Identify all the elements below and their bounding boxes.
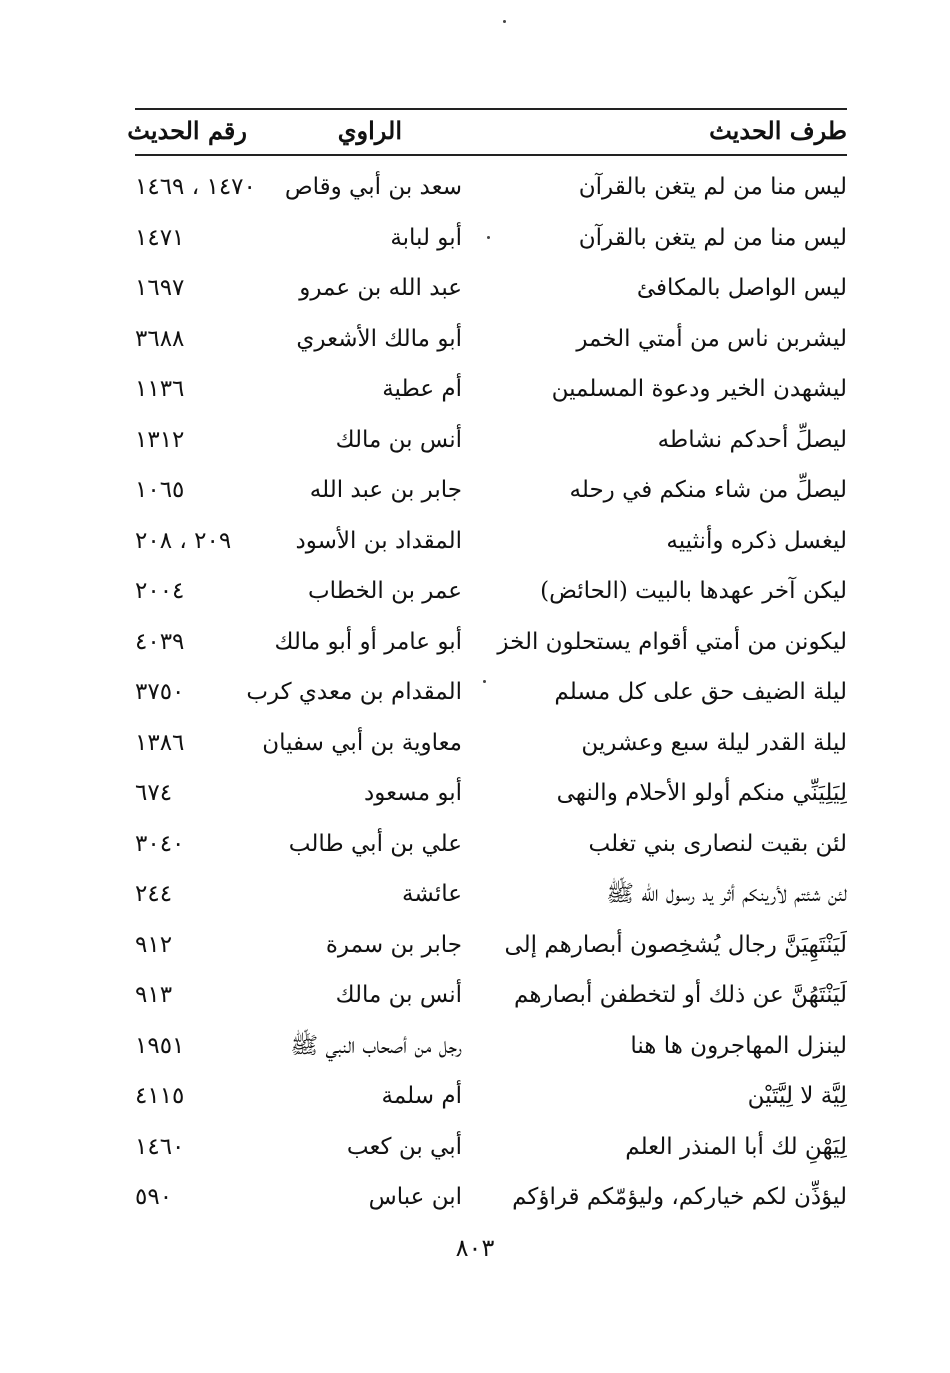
hadith-number: ٢٠٩ ، ٢٠٨: [135, 527, 232, 554]
table-row: [135, 566, 847, 617]
hadith-number: ٤٠٣٩: [135, 628, 185, 655]
table-row: [135, 314, 847, 365]
table-header: [127, 108, 847, 156]
page-number: ٨٠٣: [455, 1234, 495, 1262]
narrator-name: علي بن أبي طالب: [288, 830, 462, 857]
narrator-name: أبو مسعود: [363, 780, 462, 806]
hadith-number: ١١٣٦: [135, 376, 185, 402]
narrator-name: جابر بن سمرة: [325, 931, 462, 958]
hadith-number: ١٠٦٥: [135, 477, 185, 503]
table-row: [135, 415, 847, 466]
table-row: [135, 1172, 847, 1223]
hadith-number: ٥٩٠: [135, 1184, 173, 1210]
header-hadith: طرف الحديث: [709, 116, 847, 145]
hadith-text: لِيَهْنِ لك أبا المنذر العلم: [625, 1133, 847, 1160]
hadith-number: ٢٠٠٤: [135, 578, 185, 604]
table-row: [135, 869, 847, 920]
table-row: [135, 465, 847, 516]
narrator-name: سعد بن أبي وقاص: [284, 174, 462, 200]
narrator-name: أنس بن مالك: [335, 426, 462, 453]
table-row: [135, 970, 847, 1021]
narrator-name: أبو مالك الأشعري: [296, 325, 462, 352]
table-row: [135, 920, 847, 971]
hadith-number: ٩١٢: [135, 931, 173, 958]
narrator-name: عبد الله بن عمرو: [299, 275, 462, 301]
narrator-name: جابر بن عبد الله: [309, 477, 462, 503]
index-table: [135, 162, 847, 1223]
hadith-text: ليشربن ناس من أمتي الخمر: [576, 325, 847, 352]
hadith-text: لَيَنْتَهُنَّ عن ذلك أو لتخطفن أبصارهم: [514, 982, 847, 1008]
table-row: [135, 516, 847, 567]
hadith-number: ١٤٧٠ ، ١٤٦٩: [135, 174, 256, 200]
hadith-text: لينزل المهاجرون ها هنا: [630, 1032, 847, 1059]
table-row: [135, 364, 847, 415]
narrator-name: عمر بن الخطاب: [307, 578, 462, 604]
hadith-number: ٦٧٤: [135, 780, 173, 806]
table-row: [135, 1122, 847, 1173]
narrator-name: أم سلمة: [381, 1083, 462, 1109]
table-row: [135, 718, 847, 769]
header-narrator: الراوي: [337, 116, 402, 145]
hadith-text: ليكونن من أمتي أقوام يستحلون الخز: [497, 628, 847, 655]
table-row: [135, 1071, 847, 1122]
hadith-number: ٢٤٤: [135, 881, 173, 907]
speck-mark: [503, 20, 506, 23]
hadith-text: ليغسل ذكره وأنثييه: [666, 527, 847, 554]
table-row: [135, 667, 847, 718]
hadith-number: ٤١١٥: [135, 1083, 185, 1109]
narrator-name: أبي بن كعب: [346, 1133, 462, 1160]
narrator-name: معاوية بن أبي سفيان: [262, 729, 462, 756]
hadith-number: ٣٧٥٠: [135, 679, 185, 705]
hadith-text: ليس منا من لم يتغن بالقرآن: [578, 224, 847, 251]
hadith-text: ليؤذِّن لكم خياركم، وليؤمّكم قراؤكم: [512, 1184, 847, 1210]
narrator-name: المقدام بن معدي كرب: [246, 679, 462, 705]
hadith-text: ليصلِّ من شاء منكم في رحله: [569, 477, 847, 503]
hadith-number: ١٤٦٠: [135, 1133, 185, 1160]
hadith-text: ليس الواصل بالمكافئ: [636, 275, 847, 301]
narrator-name: أبو لبابة: [390, 224, 462, 251]
narrator-name: رجل من أصحاب النبي ﷺ: [290, 1032, 462, 1059]
narrator-name: أم عطية: [382, 376, 462, 402]
hadith-text: لِيَّة لا لِيَّتَيْن: [747, 1083, 847, 1109]
hadith-text: لئن بقيت لنصارى بني تغلب: [588, 830, 847, 857]
hadith-number: ٩١٣: [135, 982, 173, 1008]
narrator-name: أبو عامر أو أبو مالك: [274, 628, 462, 655]
hadith-text: ليس منا من لم يتغن بالقرآن: [578, 174, 847, 200]
header-number: رقم الحديث: [127, 116, 247, 145]
table-row: [135, 263, 847, 314]
table-row: [135, 162, 847, 213]
hadith-text: ليلة القدر ليلة سبع وعشرين: [581, 729, 847, 756]
table-row: [135, 768, 847, 819]
narrator-name: المقداد بن الأسود: [295, 527, 462, 554]
hadith-text: ليصلِّ أحدكم نشاطه: [657, 426, 847, 453]
hadith-text: لِيَلِيَنِّي منكم أولو الأحلام والنهى: [556, 780, 847, 806]
hadith-number: ١٣٨٦: [135, 729, 185, 756]
table-row: [135, 213, 847, 264]
hadith-number: ١٩٥١: [135, 1032, 185, 1059]
hadith-text: لَيَنْتَهِيَنَّ رجال يُشخِصون أبصارهم إلى: [504, 931, 847, 958]
hadith-number: ٣٠٤٠: [135, 830, 185, 857]
table-row: [135, 617, 847, 668]
hadith-text: ليلة الضيف حق على كل مسلم: [554, 679, 847, 705]
hadith-number: ١٣١٢: [135, 426, 185, 453]
hadith-number: ١٦٩٧: [135, 275, 185, 301]
hadith-text: ليشهدن الخير ودعوة المسلمين: [551, 376, 847, 402]
hadith-number: ٣٦٨٨: [135, 325, 185, 352]
narrator-name: ابن عباس: [368, 1184, 462, 1210]
hadith-number: ١٤٧١: [135, 224, 185, 251]
hadith-text: ليكن آخر عهدها بالبيت (الحائض): [540, 578, 847, 604]
narrator-name: أنس بن مالك: [335, 982, 462, 1008]
hadith-text: لئن شئتم لأرينكم أثر يد رسول الله ﷺ: [606, 881, 847, 907]
table-row: [135, 819, 847, 870]
table-row: [135, 1021, 847, 1072]
narrator-name: عائشة: [402, 881, 462, 907]
